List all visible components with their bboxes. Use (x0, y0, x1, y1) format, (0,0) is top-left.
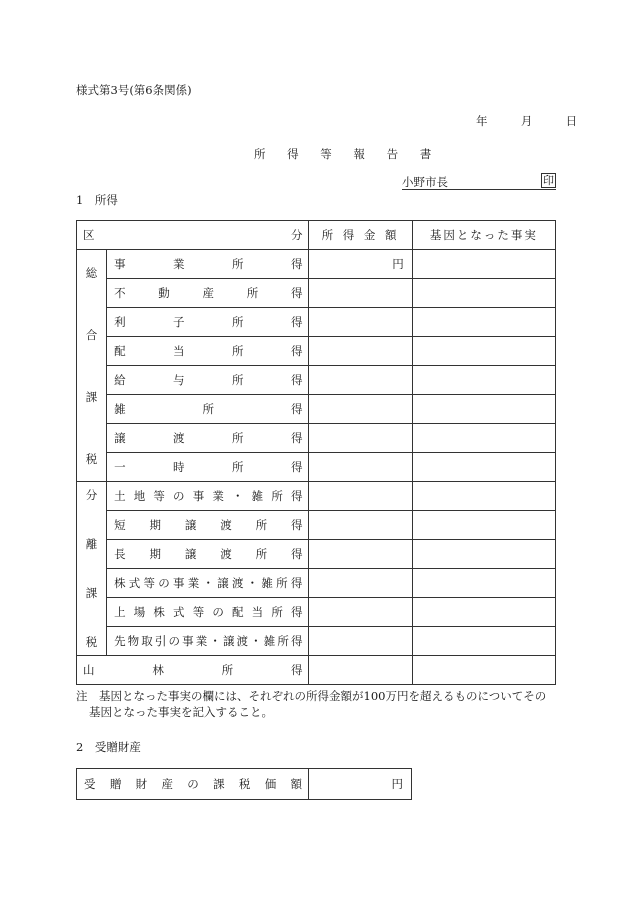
basis-fact-cell[interactable] (412, 569, 555, 598)
income-category-char: 得 (290, 402, 303, 416)
basis-fact-cell[interactable] (412, 424, 555, 453)
income-category-char: 所 (232, 373, 244, 387)
gift-label-char: 税 (238, 777, 251, 791)
income-category-label (107, 250, 309, 279)
income-category-char: 渡 (220, 518, 232, 532)
group-label-bunri-char: 離 (85, 536, 98, 551)
income-amount-cell[interactable] (309, 511, 412, 540)
income-category-char: 得 (290, 460, 303, 474)
income-category-char: 当 (173, 344, 185, 358)
kubun-header (77, 221, 309, 250)
section2-heading: 2 受贈財産 (76, 740, 141, 754)
amount-header: 所 得 金 額 (309, 221, 412, 250)
income-category-char: 所 (232, 460, 244, 474)
gift-label-char: の (187, 777, 199, 791)
income-category-char: 得 (290, 315, 303, 329)
table-row (77, 656, 556, 685)
income-category-label (107, 569, 309, 598)
basis-fact-cell[interactable] (412, 453, 555, 482)
income-category-char: 先 (114, 634, 126, 648)
income-category-char: 配 (232, 605, 244, 619)
section1-heading: 1 所得 (76, 193, 118, 207)
income-category-char: 得 (290, 344, 303, 358)
basis-fact-cell[interactable] (412, 279, 555, 308)
income-category-char: 場 (133, 605, 146, 619)
income-category-char: 式 (173, 605, 185, 619)
income-category-char: の (173, 489, 185, 503)
addressee-name: 小野市長 (402, 175, 448, 189)
income-category-char: 所 (221, 663, 234, 677)
income-category-char: 雑 (251, 489, 264, 503)
income-category-char: 事 (182, 634, 194, 648)
income-category-char: 短 (114, 518, 126, 532)
income-category-char: 動 (158, 286, 170, 300)
gift-row (77, 769, 412, 800)
income-amount-cell[interactable] (309, 540, 412, 569)
income-category-label (107, 627, 309, 656)
income-category-char: 得 (290, 663, 303, 677)
income-category-label (107, 424, 309, 453)
income-category-char: 所 (232, 431, 244, 445)
income-amount-cell[interactable] (309, 395, 412, 424)
income-category-char: 所 (271, 605, 283, 619)
date-year-label: 年 (476, 114, 488, 128)
income-amount-cell[interactable] (309, 308, 412, 337)
income-category-char: 取 (141, 634, 153, 648)
income-category-label (107, 308, 309, 337)
table-row (77, 250, 556, 279)
income-table (76, 220, 556, 685)
gift-label-char: 価 (264, 777, 277, 791)
table-row (77, 598, 556, 627)
income-category-char: 業 (212, 489, 224, 503)
income-category-char: 業 (187, 576, 200, 590)
income-category-char: 業 (173, 257, 185, 271)
table-row (77, 395, 556, 424)
income-category-char: 得 (290, 373, 303, 387)
income-category-char: 等 (192, 605, 205, 619)
income-category-char: 所 (246, 286, 259, 300)
gift-label-char: 額 (290, 777, 302, 791)
basis-fact-cell[interactable] (412, 511, 555, 540)
income-amount-cell[interactable] (309, 279, 412, 308)
basis-fact-cell[interactable] (412, 337, 555, 366)
income-category-char: 配 (114, 344, 126, 358)
income-category-char: 不 (114, 286, 126, 300)
income-category-char: 式 (128, 576, 141, 590)
income-category-char: 事 (114, 257, 126, 271)
income-category-char: 得 (290, 518, 303, 532)
group-label-bunri-char: 分 (85, 487, 98, 502)
gift-property-table (76, 768, 412, 800)
table-row (77, 627, 556, 656)
income-category-label (107, 366, 309, 395)
table-row (77, 540, 556, 569)
income-category-char: 当 (251, 605, 264, 619)
income-category-char: 渡 (236, 634, 249, 648)
income-category-char: 得 (290, 286, 303, 300)
income-category-char: 所 (255, 547, 268, 561)
gift-label-char: 贈 (109, 777, 122, 791)
income-category-char: 所 (232, 344, 244, 358)
income-category-char: 給 (114, 373, 126, 387)
table-header-row (77, 221, 556, 250)
income-category-char: 得 (290, 257, 303, 271)
group-label-sogo-char: 税 (85, 451, 98, 466)
form-number: 様式第3号(第6条関係) (76, 83, 192, 97)
document-title: 所 得 等 報 告 書 (254, 147, 441, 161)
table-row (77, 569, 556, 598)
income-category-char: 所 (276, 576, 288, 590)
income-category-label (107, 511, 309, 540)
income-category-char: 事 (173, 576, 185, 590)
income-category-char: 事 (192, 489, 205, 503)
income-category-char: 時 (173, 460, 185, 474)
income-category-char: 渡 (173, 431, 185, 445)
income-category-char: 譲 (114, 431, 126, 445)
basis-fact-cell[interactable] (412, 540, 555, 569)
income-category-char: 利 (114, 315, 126, 329)
basis-fact-cell[interactable] (412, 395, 555, 424)
basis-fact-cell[interactable] (412, 250, 555, 279)
note-line-1: 注 基因となった事実の欄には、それぞれの所得金額が100万円を超えるものについてその (76, 689, 547, 703)
income-category-char: 地 (133, 489, 146, 503)
note-line-2: 基因となった事実を記入すること。 (89, 705, 273, 719)
income-category-char: の (158, 576, 170, 590)
group-label-sogo-char: 課 (85, 389, 98, 404)
table-row (77, 308, 556, 337)
income-category-label (107, 453, 309, 482)
income-category-char: ・ (250, 634, 262, 648)
income-category-char: 与 (173, 373, 185, 387)
gift-label-char: 財 (135, 777, 148, 791)
kubun-header-char: 分 (290, 228, 303, 242)
income-category-char: 譲 (217, 576, 229, 590)
table-row (77, 482, 556, 511)
income-category-char: 株 (153, 605, 165, 619)
income-category-char: ・ (202, 576, 214, 590)
income-category-char: の (212, 605, 224, 619)
income-category-char: 等 (153, 489, 165, 503)
fact-header: 基因となった事実 (412, 221, 555, 250)
income-category-char: 上 (114, 605, 126, 619)
income-category-label (107, 279, 309, 308)
income-category-char: 子 (173, 315, 185, 329)
table-row (77, 453, 556, 482)
income-amount-cell[interactable] (309, 337, 412, 366)
basis-fact-cell[interactable] (412, 656, 555, 685)
income-category-char: 得 (290, 605, 303, 619)
income-category-char: 譲 (184, 518, 197, 532)
group-label-bunri (77, 482, 107, 656)
income-category-char: 期 (149, 518, 161, 532)
group-label-bunri-char: 税 (85, 635, 98, 650)
income-amount-cell[interactable] (309, 453, 412, 482)
group-label-sogo-char: 合 (85, 327, 98, 342)
income-amount-cell[interactable] (309, 569, 412, 598)
income-amount-cell[interactable] (309, 424, 412, 453)
table-row (77, 366, 556, 395)
income-category-char: 期 (149, 547, 161, 561)
gift-label-char: 受 (84, 777, 96, 791)
income-category-char: 物 (127, 634, 140, 648)
income-amount-cell[interactable] (309, 366, 412, 395)
income-category-char: 山 (83, 663, 95, 677)
gift-label (77, 769, 309, 800)
income-category-label (107, 337, 309, 366)
income-amount-cell[interactable] (309, 598, 412, 627)
basis-fact-cell[interactable] (412, 366, 555, 395)
group-label-sogo (77, 250, 107, 482)
income-category-char: 長 (114, 547, 126, 561)
table-row (77, 511, 556, 540)
kubun-header-char: 区 (83, 228, 95, 242)
gift-label-char: 産 (161, 777, 173, 791)
income-category-char: 渡 (220, 547, 232, 561)
income-category-char: 得 (290, 431, 303, 445)
income-category-char: ・ (209, 634, 221, 648)
basis-fact-cell[interactable] (412, 598, 555, 627)
income-category-char: 所 (232, 315, 244, 329)
income-category-char: 所 (232, 257, 244, 271)
income-amount-cell[interactable] (309, 627, 412, 656)
income-category-char: 所 (202, 402, 215, 416)
income-category-char: 得 (290, 576, 303, 590)
income-category-char: 林 (152, 663, 164, 677)
income-category-char: 所 (255, 518, 268, 532)
income-category-char: 等 (143, 576, 156, 590)
income-category-label (107, 540, 309, 569)
income-category-char: の (168, 634, 180, 648)
income-category-char: 産 (202, 286, 214, 300)
basis-fact-cell[interactable] (412, 308, 555, 337)
basis-fact-cell[interactable] (412, 482, 555, 511)
date-line (476, 113, 577, 129)
table-row (77, 337, 556, 366)
gift-amount-cell[interactable]: 円 (309, 769, 412, 800)
income-category-char: 譲 (222, 634, 235, 648)
income-category-char: 得 (290, 489, 303, 503)
income-category-char: 株 (114, 576, 126, 590)
income-amount-cell[interactable] (309, 656, 412, 685)
income-category-char: 一 (114, 460, 126, 474)
income-category-char: 雑 (261, 576, 273, 590)
income-category-label (107, 598, 309, 627)
income-category-char: 雑 (114, 402, 126, 416)
income-category-char: 譲 (184, 547, 197, 561)
income-category-char: 渡 (231, 576, 244, 590)
income-category-char: 得 (290, 634, 303, 648)
income-category-char: 所 (277, 634, 289, 648)
date-month-label: 月 (520, 114, 533, 128)
income-category-label (77, 656, 309, 685)
table-row (77, 424, 556, 453)
income-category-char: 土 (114, 489, 126, 503)
group-label-sogo-char: 総 (85, 265, 98, 280)
table-row (77, 279, 556, 308)
income-category-char: 業 (195, 634, 208, 648)
seal-mark: 印 (543, 174, 554, 187)
income-category-char: ・ (246, 576, 259, 590)
income-amount-cell[interactable] (309, 482, 412, 511)
income-category-char: 得 (290, 547, 303, 561)
gift-label-char: 課 (213, 777, 225, 791)
group-label-bunri-char: 課 (85, 586, 98, 601)
date-day-label: 日 (565, 114, 578, 128)
addressee-line (402, 174, 556, 190)
income-category-label (107, 482, 309, 511)
basis-fact-cell[interactable] (412, 627, 555, 656)
income-amount-cell[interactable]: 円 (309, 250, 412, 279)
income-category-char: 所 (271, 489, 283, 503)
income-category-label (107, 395, 309, 424)
income-category-char: 雑 (263, 634, 276, 648)
income-category-char: ・ (232, 489, 244, 503)
income-category-char: 引 (154, 634, 167, 648)
